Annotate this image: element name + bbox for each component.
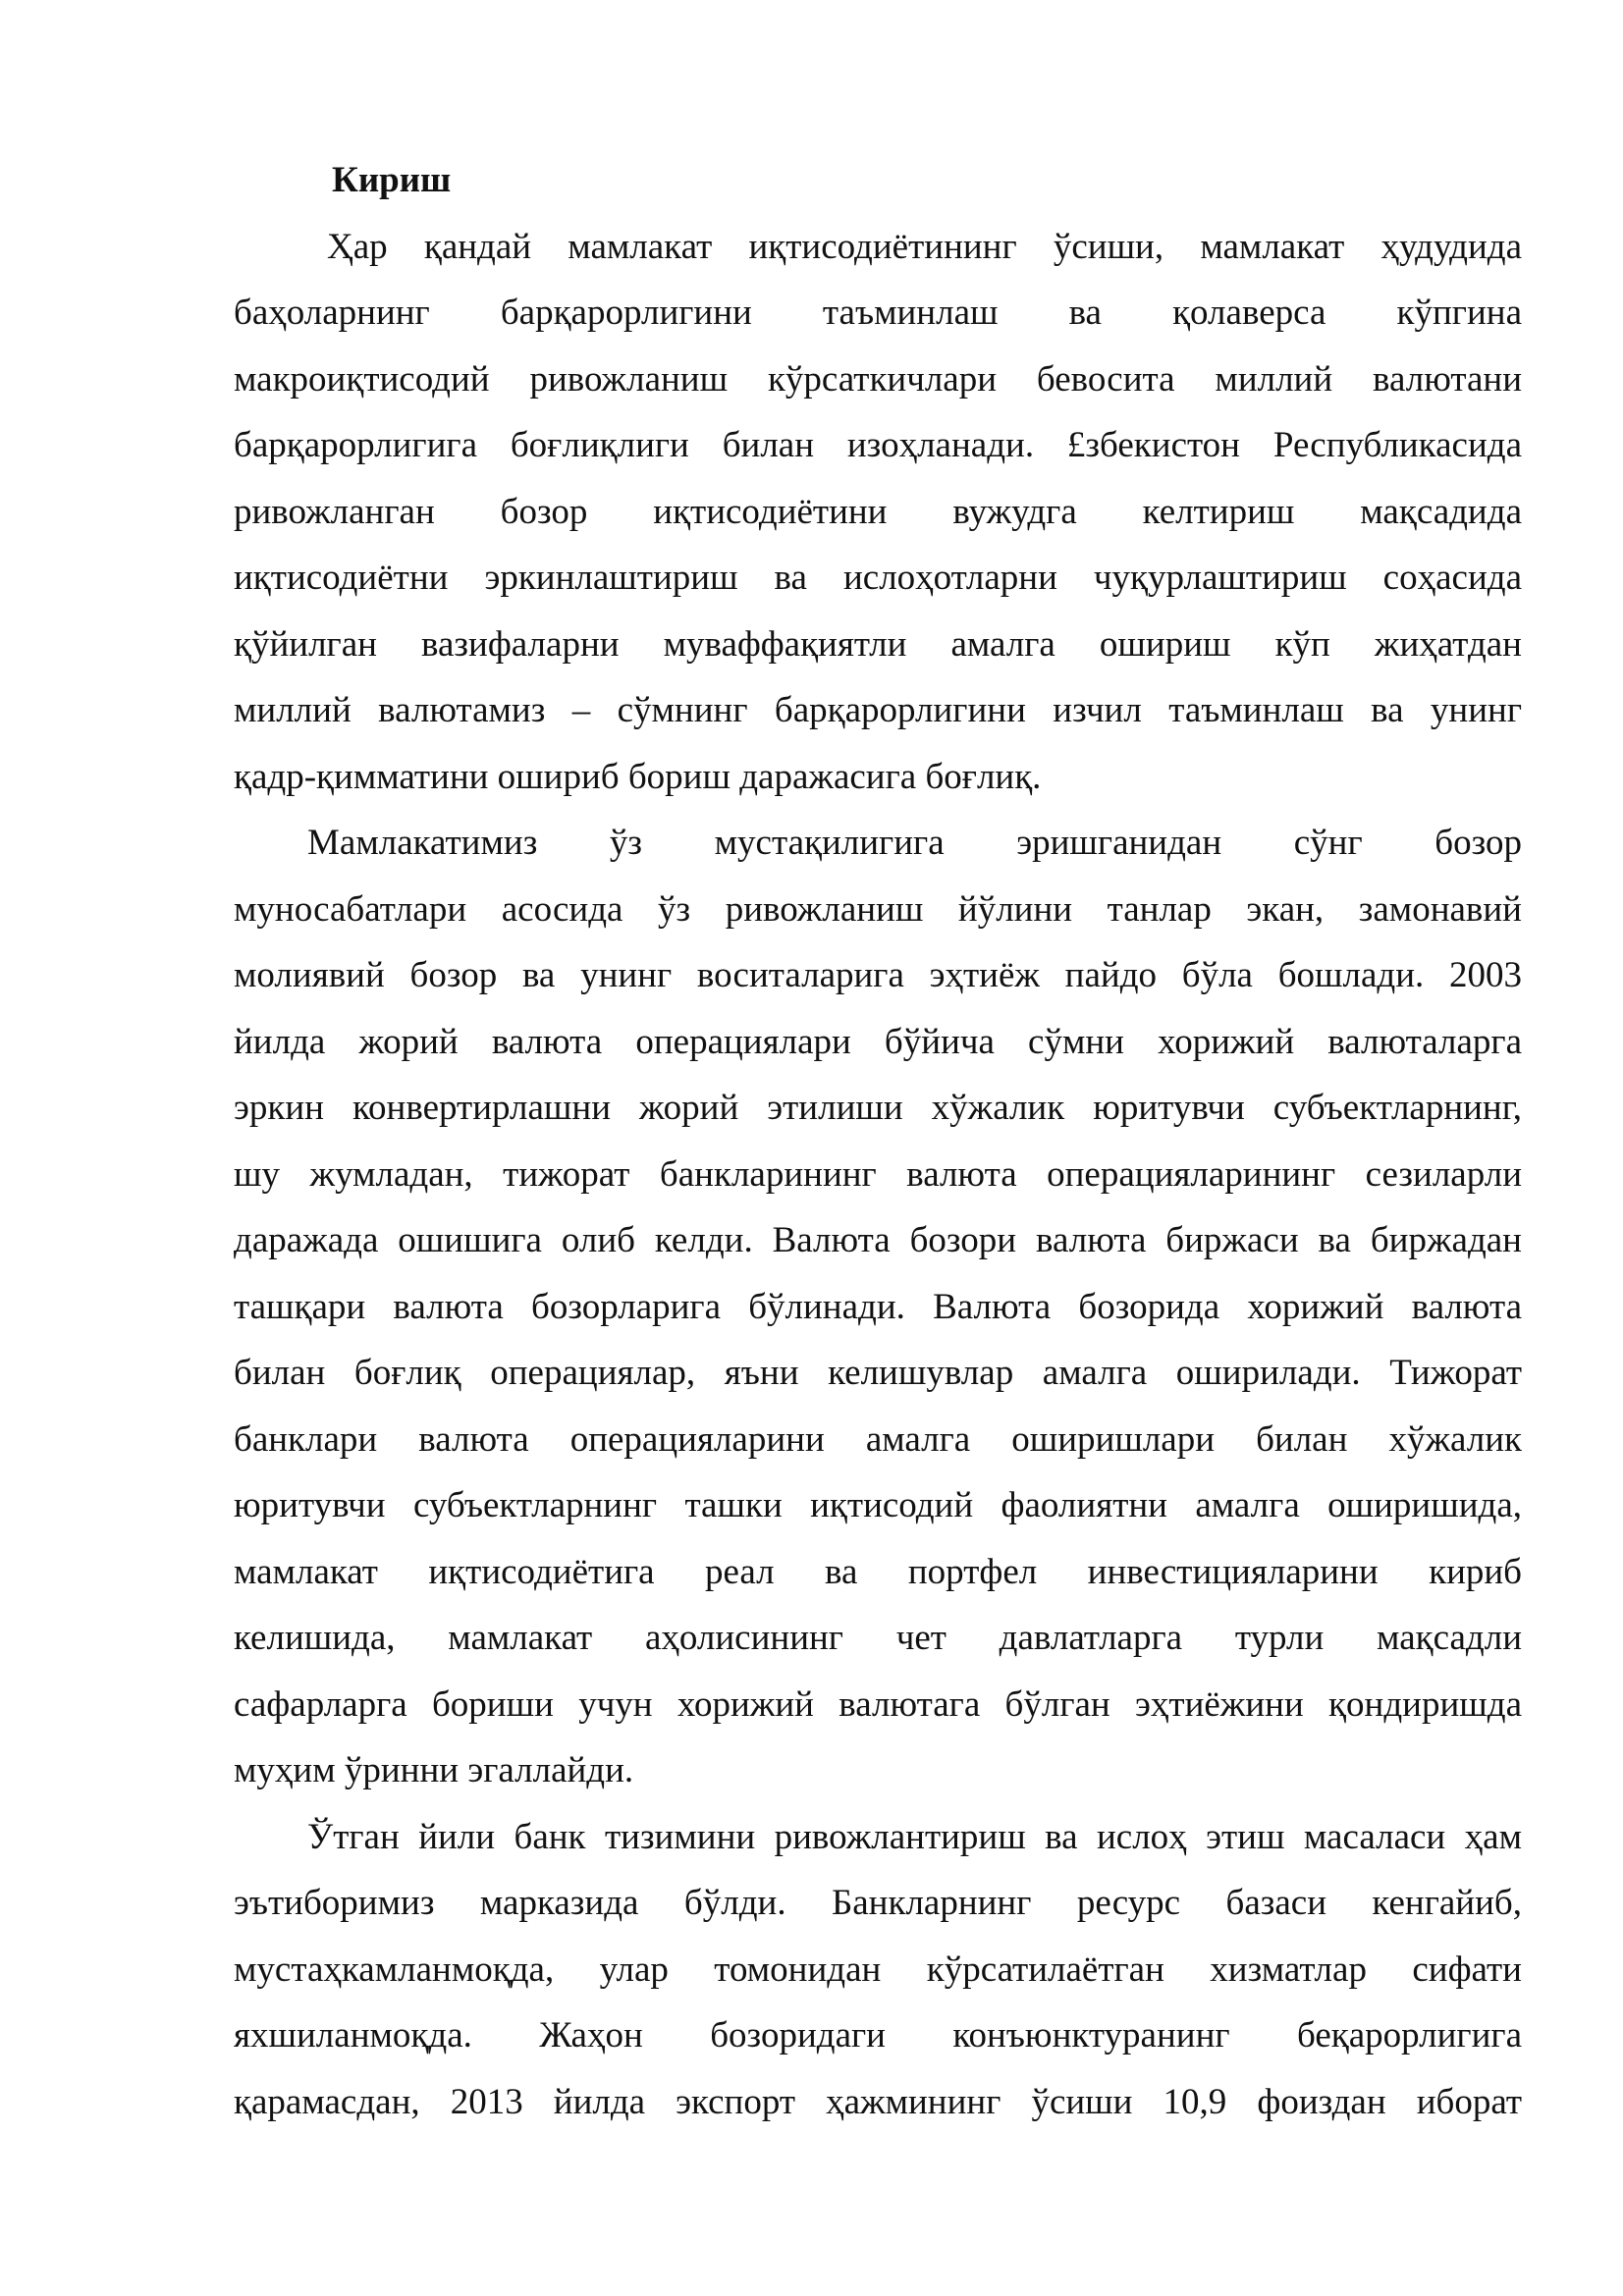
text-line: яхшиланмоқда. Жаҳон бозоридаги конъюнктуранинг беқарорлигига [234,2015,1522,2056]
text-line: Ҳар қандай мамлакат иқтисодиётининг ўсиши, мамлакат ҳудудида [327,226,1522,267]
text-line: макроиқтисодий ривожланиш кўрсаткичлари бевосита миллий валютани [234,358,1522,400]
text-line: келишида, мамлакат аҳолисининг чет давлатларга турли мақсадли [234,1618,1522,1658]
text-line: баҳоларнинг барқарорлигини таъминлаш ва қолаверса кўпгина [234,293,1522,333]
text-line: қўйилган вазифаларни муваффақиятли амалга ошириш кўп жиҳатдан [234,623,1522,665]
text-line: сафарларга бориши учун хорижий валютага бўлган эҳтиёжини қондиришда [234,1683,1522,1725]
document-body [234,147,1522,2135]
text-line: шу жумладан, тижорат банкларининг валюта операцияларининг сезиларли [234,1153,1522,1195]
paragraph-2 [234,810,1522,1804]
text-line: банклари валюта операцияларини амалга оширишлари билан хўжалик [234,1418,1522,1460]
text-line: миллий валютамиз – сўмнинг барқарорлигини изчил таъминлаш ва унинг [234,690,1522,730]
text-line: ташқари валюта бозорларига бўлинади. Валюта бозорида хорижий валюта [234,1286,1522,1327]
text-line: ривожланган бозор иқтисодиётини вужудга келтириш мақсадида [234,491,1522,532]
text-line: юритувчи субъектларнинг ташки иқтисодий фаолиятни амалга оширишида, [234,1485,1522,1525]
paragraph-1 [234,214,1522,811]
text-line: Ўтган йили банк тизимини ривожлантириш ва ислоҳ этиш масаласи ҳам [307,1816,1522,1857]
text-line: эътиборимиз марказида бўлди. Банкларнинг ресурс базаси кенгайиб, [234,1883,1522,1923]
text-line: қарамасдан, 2013 йилда экспорт ҳажмининг ўсиши 10,9 фоиздан иборат [234,2081,1522,2122]
text-line: муносабатлари асосида ўз ривожланиш йўлини танлар экан, замонавий [234,888,1522,930]
text-line: молиявий бозор ва унинг воситаларига эҳтиёж пайдо бўла бошлади. 2003 [234,955,1522,995]
text-line: даражада ошишига олиб келди. Валюта бозори валюта биржаси ва биржадан [234,1220,1522,1260]
text-line: эркин конвертирлашни жорий этилиши хўжалик юритувчи субъектларнинг, [234,1088,1522,1128]
text-line: йилда жорий валюта операциялари бўйича сўмни хорижий валюталарга [234,1021,1522,1062]
text-line: мустаҳкамланмоқда, улар томонидан кўрсатилаётган хизматлар сифати [234,1949,1522,1990]
text-line: қадр-қимматини ошириб бориш даражасига боғлиқ. [234,756,1042,797]
text-line: мамлакат иқтисодиётига реал ва портфел инвестицияларини кириб [234,1551,1522,1592]
paragraph-3 [234,1804,1522,2136]
text-line: Мамлакатимиз ўз мустақилигига эришганидан сўнг бозор [307,823,1522,863]
page-title: Кириш [332,160,452,200]
text-line: иқтисодиётни эркинлаштириш ва ислоҳотларни чуқурлаштириш соҳасида [234,558,1522,598]
text-line: билан боғлиқ операциялар, яъни келишувлар амалга оширилади. Тижорат [234,1353,1522,1393]
text-line: барқарорлигига боғлиқлиги билан изоҳланади. £збекистон Республикасида [234,425,1522,465]
text-line: муҳим ўринни эгаллайди. [234,1750,634,1790]
